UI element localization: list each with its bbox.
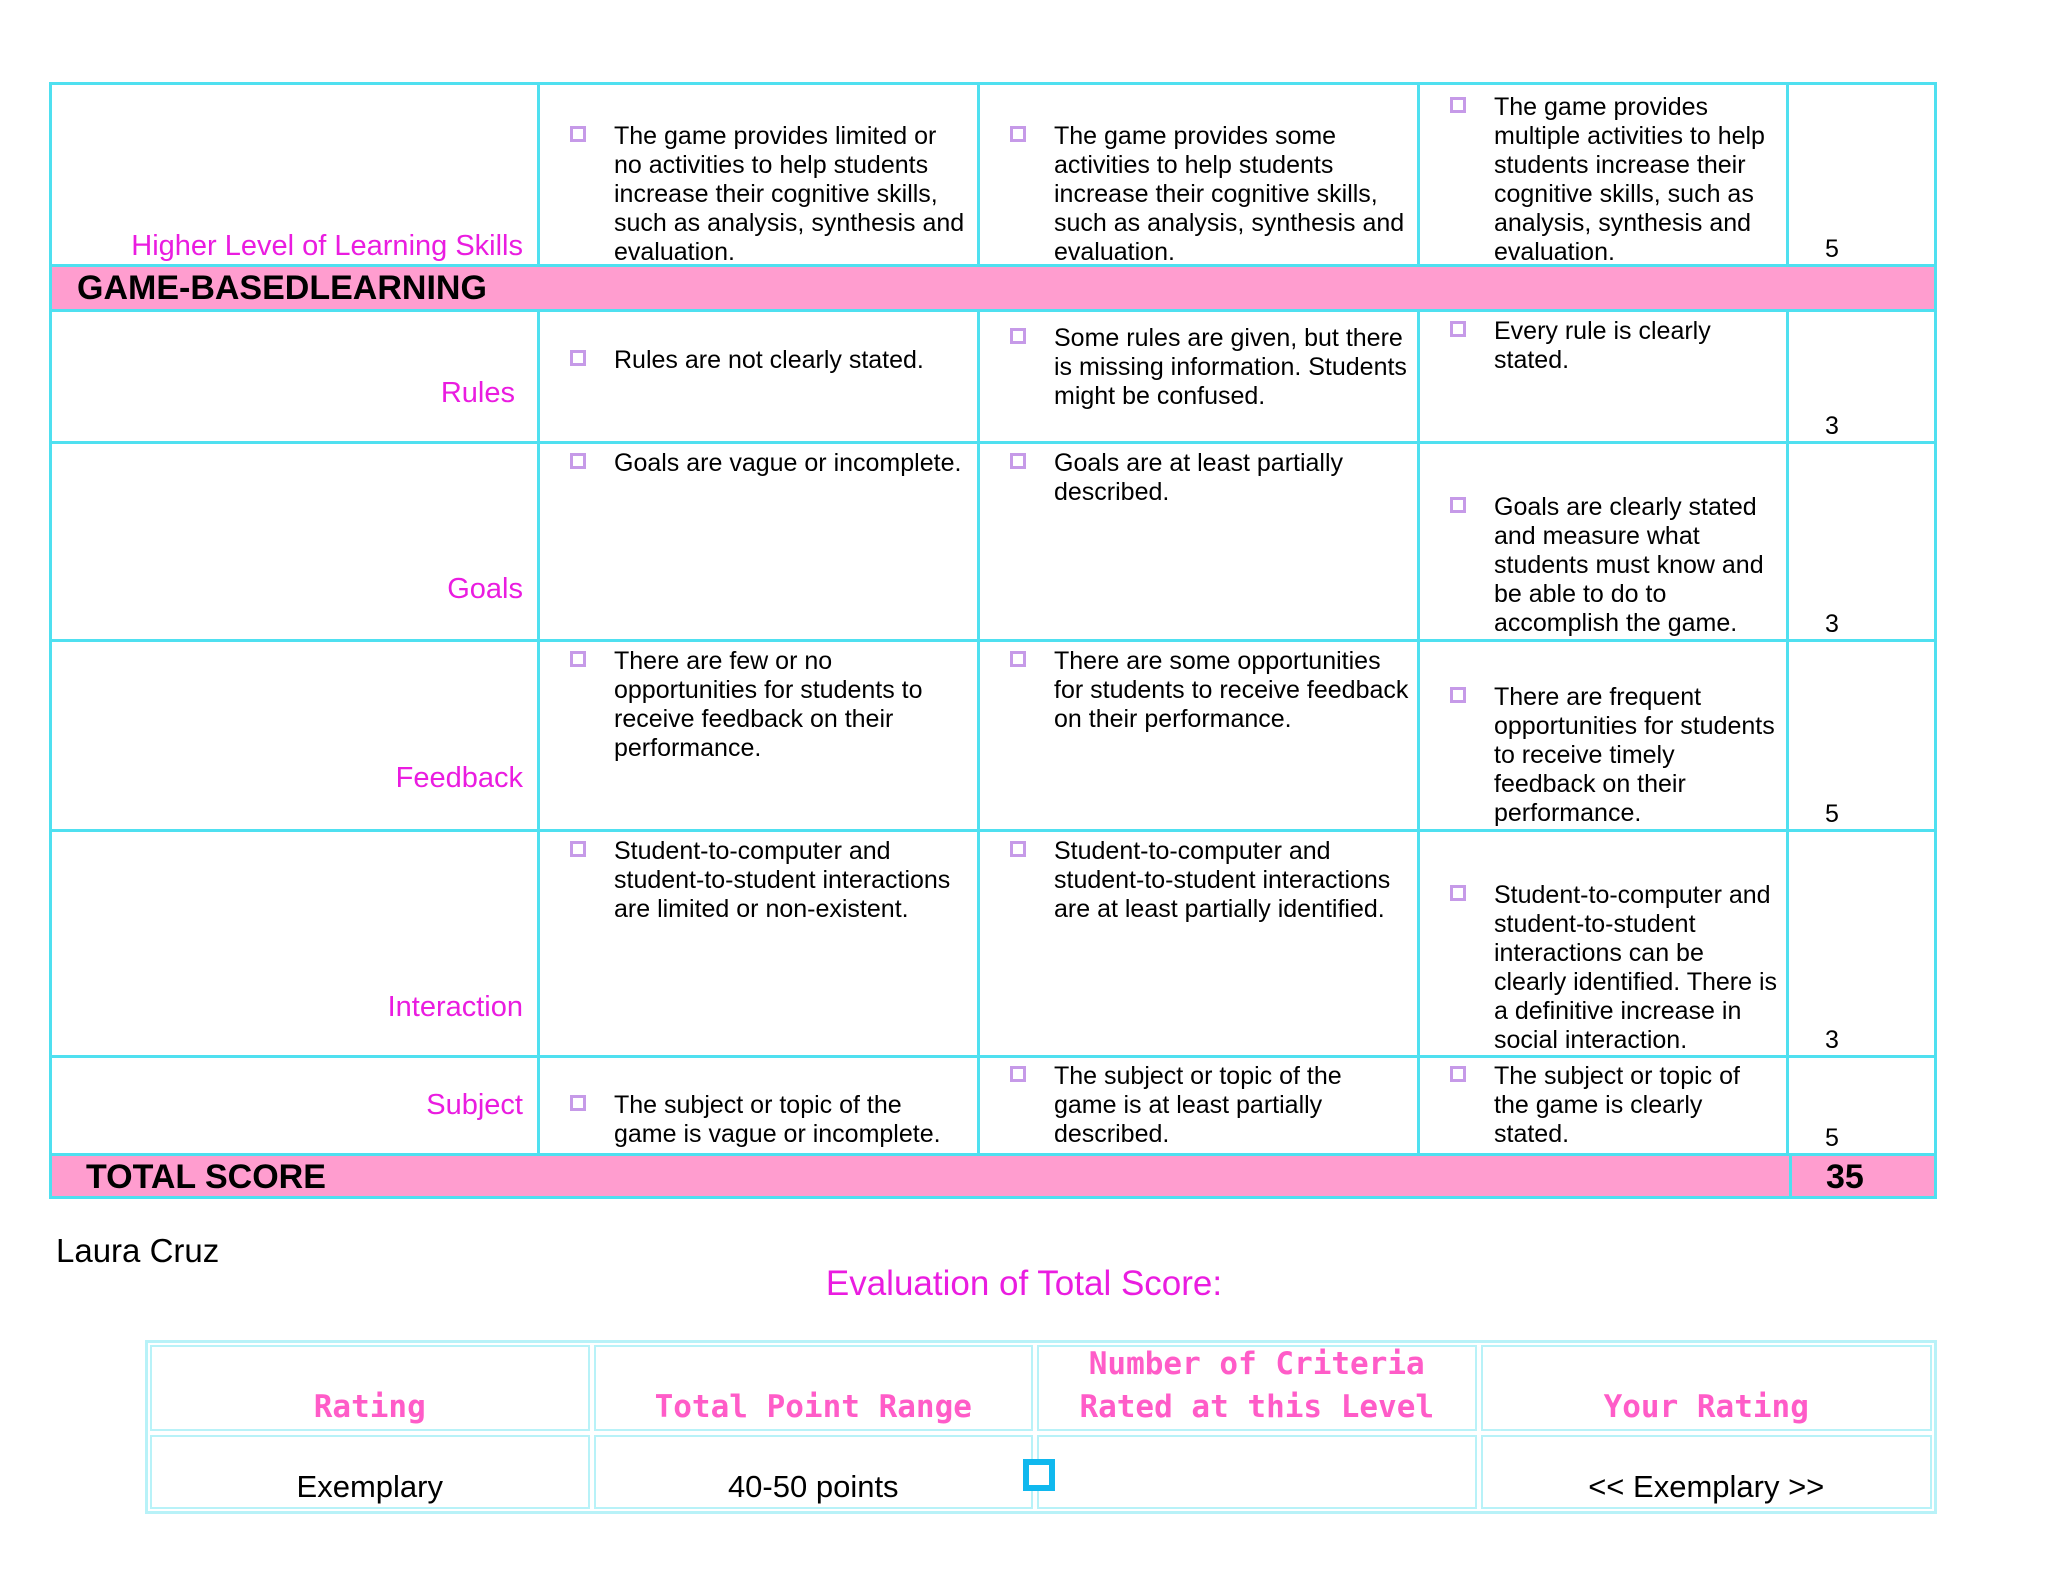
level-description: Goals are at least partially described. bbox=[1054, 449, 1344, 506]
level-description: The subject or topic of the game is vague or incomplete. bbox=[614, 1091, 941, 1148]
header-your-rating: Your Rating bbox=[1603, 1389, 1809, 1425]
level-description: Student-to-computer and student-to-student interactions are at least partially identified. bbox=[1054, 837, 1391, 923]
checkbox-icon[interactable] bbox=[1010, 328, 1026, 344]
level-description: There are some opportunities for students to receive feedback on their performance. bbox=[1054, 647, 1409, 733]
criterion-label: Rules bbox=[440, 377, 515, 409]
criteria-count-checkbox-icon[interactable] bbox=[1023, 1459, 1055, 1491]
checkbox-icon[interactable] bbox=[1010, 651, 1026, 667]
rubric-row bbox=[49, 312, 1937, 444]
rubric-row bbox=[49, 642, 1937, 832]
criterion-label: Higher Level of Learning Skills bbox=[131, 230, 523, 262]
score-value: 3 bbox=[1825, 412, 1839, 440]
level-description: Goals are clearly stated and measure what students must know and be able to do to accomplish the game. bbox=[1494, 493, 1764, 637]
checkbox-icon[interactable] bbox=[1010, 126, 1026, 142]
rubric-row bbox=[49, 832, 1937, 1058]
rating-value: Exemplary bbox=[296, 1469, 443, 1504]
header-point-range: Total Point Range bbox=[654, 1389, 972, 1425]
header-criteria-count: Number of Criteria Rated at this Level bbox=[1079, 1346, 1435, 1425]
level-description: Student-to-computer and student-to-student interactions can be clearly identified. There is a definitive increase in social interaction. bbox=[1494, 881, 1778, 1054]
criterion-label: Feedback bbox=[395, 762, 523, 794]
level-description: The subject or topic of the game is at least partially described. bbox=[1054, 1062, 1342, 1148]
score-value: 3 bbox=[1825, 610, 1839, 638]
checkbox-icon[interactable] bbox=[570, 651, 586, 667]
level-description: The subject or topic of the game is clearly stated. bbox=[1494, 1062, 1740, 1148]
level-description: There are few or no opportunities for students to receive feedback on their performance. bbox=[614, 647, 923, 762]
level-description: Goals are vague or incomplete. bbox=[614, 449, 962, 477]
total-divider bbox=[1789, 1153, 1792, 1199]
level-description: Rules are not clearly stated. bbox=[614, 346, 924, 374]
rubric-row bbox=[49, 444, 1937, 642]
evaluation-row bbox=[148, 1433, 1934, 1511]
header-rating: Rating bbox=[313, 1389, 426, 1425]
checkbox-icon[interactable] bbox=[1450, 97, 1466, 113]
score-value: 3 bbox=[1825, 1026, 1839, 1054]
total-score: 35 bbox=[1826, 1158, 1864, 1196]
level-description: The game provides limited or no activities to help students increase their cognitive skills, such as analysis, synthesis and evaluation. bbox=[614, 122, 965, 266]
level-description: There are frequent opportunities for students to receive timely feedback on their performance. bbox=[1494, 683, 1775, 827]
score-value: 5 bbox=[1825, 800, 1839, 828]
score-value: 5 bbox=[1825, 1124, 1839, 1152]
point-range-value: 40-50 points bbox=[727, 1469, 899, 1504]
section-title: GAME-BASEDLEARNING bbox=[77, 269, 487, 307]
level-description: The game provides some activities to help students increase their cognitive skills, such as analysis, synthesis and evaluation. bbox=[1054, 122, 1405, 266]
checkbox-icon[interactable] bbox=[570, 453, 586, 469]
checkbox-icon[interactable] bbox=[1450, 497, 1466, 513]
rubric-table bbox=[49, 82, 1937, 1199]
checkbox-icon[interactable] bbox=[1450, 321, 1466, 337]
total-band bbox=[49, 1153, 1937, 1199]
level-description: Some rules are given, but there is missing information. Students might be confused. bbox=[1054, 324, 1407, 410]
criterion-label: Subject bbox=[426, 1089, 523, 1121]
score-value: 5 bbox=[1825, 235, 1839, 263]
section-band bbox=[49, 267, 1937, 312]
your-rating-value: << Exemplary >> bbox=[1588, 1469, 1825, 1504]
checkbox-icon[interactable] bbox=[570, 126, 586, 142]
level-description: The game provides multiple activities to help students increase their cognitive skills, such as analysis, synthesis and evaluation. bbox=[1494, 93, 1765, 266]
checkbox-icon[interactable] bbox=[570, 1095, 586, 1111]
checkbox-icon[interactable] bbox=[1450, 687, 1466, 703]
checkbox-icon[interactable] bbox=[570, 841, 586, 857]
level-description: Student-to-computer and student-to-student interactions are limited or non-existent. bbox=[614, 837, 951, 923]
evaluation-header-row bbox=[148, 1343, 1934, 1433]
evaluation-title: Evaluation of Total Score: bbox=[825, 1264, 1223, 1303]
checkbox-icon[interactable] bbox=[1010, 453, 1026, 469]
rubric-row bbox=[49, 1058, 1937, 1153]
checkbox-icon[interactable] bbox=[1010, 1066, 1026, 1082]
criterion-label: Goals bbox=[447, 573, 523, 605]
author-name: Laura Cruz bbox=[56, 1232, 220, 1269]
evaluation-table bbox=[145, 1340, 1937, 1514]
checkbox-icon[interactable] bbox=[1450, 1066, 1466, 1082]
level-description: Every rule is clearly stated. bbox=[1494, 317, 1711, 374]
rubric-row bbox=[49, 82, 1937, 267]
checkbox-icon[interactable] bbox=[1010, 841, 1026, 857]
criterion-label: Interaction bbox=[387, 991, 523, 1023]
checkbox-icon[interactable] bbox=[570, 350, 586, 366]
total-label: TOTAL SCORE bbox=[86, 1158, 326, 1196]
checkbox-icon[interactable] bbox=[1450, 885, 1466, 901]
